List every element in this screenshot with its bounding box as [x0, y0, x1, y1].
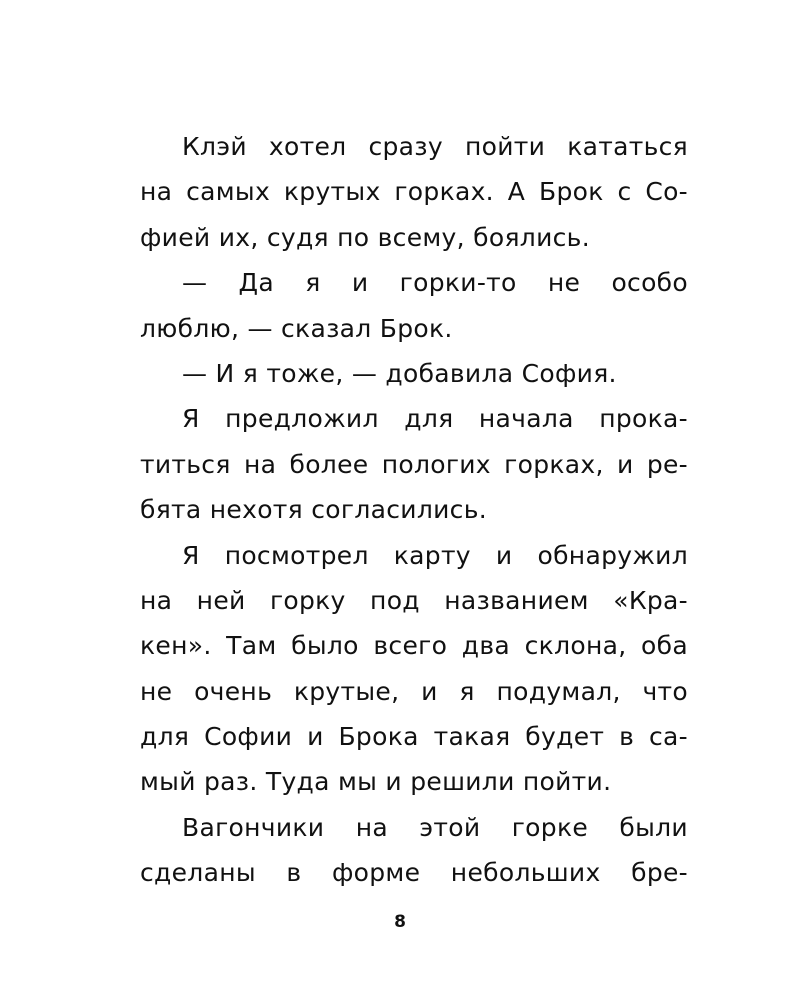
body-text — [140, 124, 688, 896]
text-line: — Да я и горки-то не особо — [182, 268, 688, 298]
text-line: Я предложил для начала прока- — [182, 404, 688, 434]
text-line: бята нехотя согласились. — [140, 495, 487, 525]
text-line: для Софии и Брока такая будет в са- — [140, 722, 688, 752]
text-line: титься на более пологих горках, и ре- — [140, 449, 688, 479]
text-line: — И я тоже, — добавила София. — [182, 358, 617, 388]
text-line: Вагончики на этой горке были — [182, 812, 688, 842]
text-line: кен». Там было всего два склона, оба — [140, 631, 688, 661]
text-line: мый раз. Туда мы и решили пойти. — [140, 767, 612, 797]
text-line: Клэй хотел сразу пойти кататься — [182, 132, 688, 161]
text-line: на ней горку под названием «Кра- — [140, 585, 688, 615]
text-line: фией их, судя по всему, боялись. — [140, 222, 590, 252]
page-number: 8 — [394, 912, 406, 932]
text-line: не очень крутые, и я подумал, что — [140, 676, 688, 706]
text-line: сделаны в форме небольших бре- — [140, 858, 688, 888]
text-line: Я посмотрел карту и обнаружил — [182, 540, 688, 570]
text-line: на самых крутых горках. А Брок с Со- — [140, 177, 688, 207]
text-line: люблю, — сказал Брок. — [140, 313, 453, 343]
